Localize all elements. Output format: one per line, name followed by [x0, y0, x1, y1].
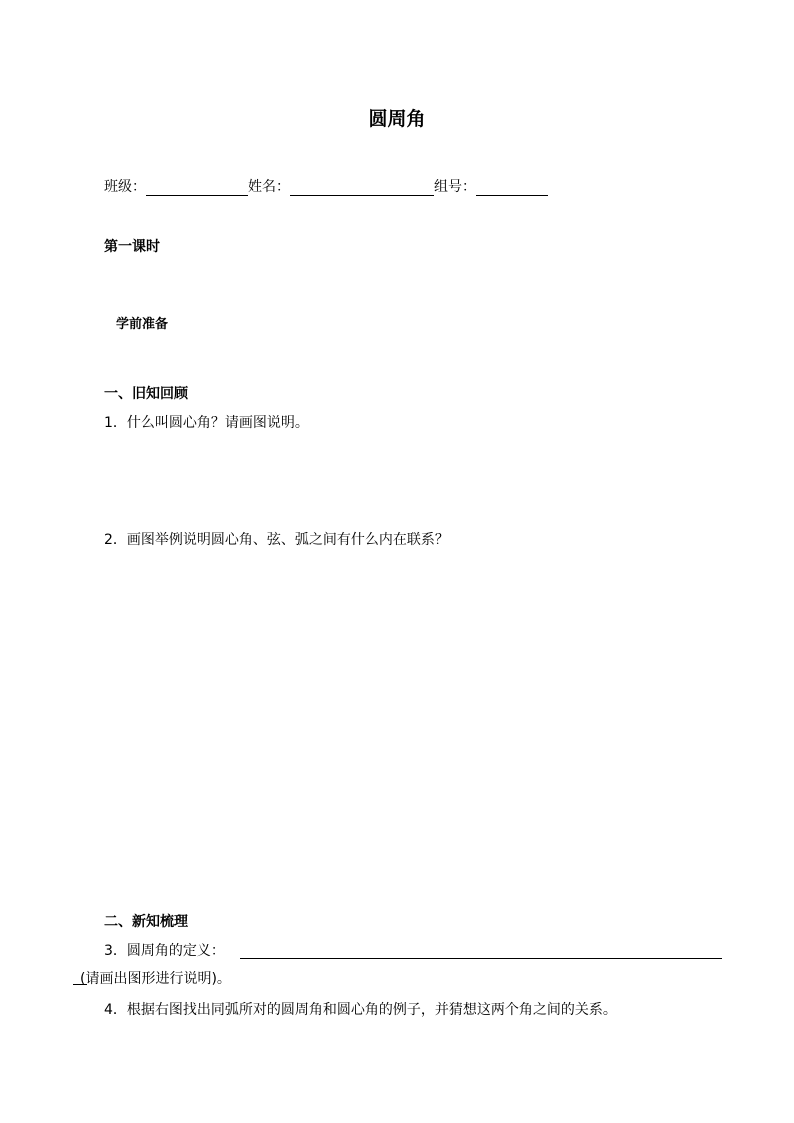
class-blank[interactable] [146, 179, 248, 196]
section1-heading: 一、旧知回顾 [104, 386, 188, 402]
definition-blank[interactable] [240, 942, 722, 959]
section2-heading: 二、新知梳理 [104, 914, 188, 930]
question-4: 4．根据右图找出同弧所对的圆周角和圆心角的例子，并猜想这两个角之间的关系。 [104, 1002, 617, 1018]
question-1: 1．什么叫圆心角？请画图说明。 [104, 415, 309, 431]
page-title: 圆周角 [368, 108, 426, 130]
question-3-note: (请画出图形进行说明)。 [80, 971, 231, 987]
group-label: 组号： [434, 179, 476, 195]
question-2: 2．画图举例说明圆心角、弦、弧之间有什么内在联系？ [104, 532, 449, 548]
class-label: 班级： [104, 179, 146, 195]
prep-heading: 学前准备 [116, 317, 169, 332]
group-blank[interactable] [476, 179, 548, 196]
student-info-row [104, 176, 548, 196]
question-3-label: 3．圆周角的定义： [104, 943, 225, 959]
name-label: 姓名： [248, 179, 290, 195]
name-blank[interactable] [290, 179, 434, 196]
lesson-heading: 第一课时 [104, 239, 160, 255]
